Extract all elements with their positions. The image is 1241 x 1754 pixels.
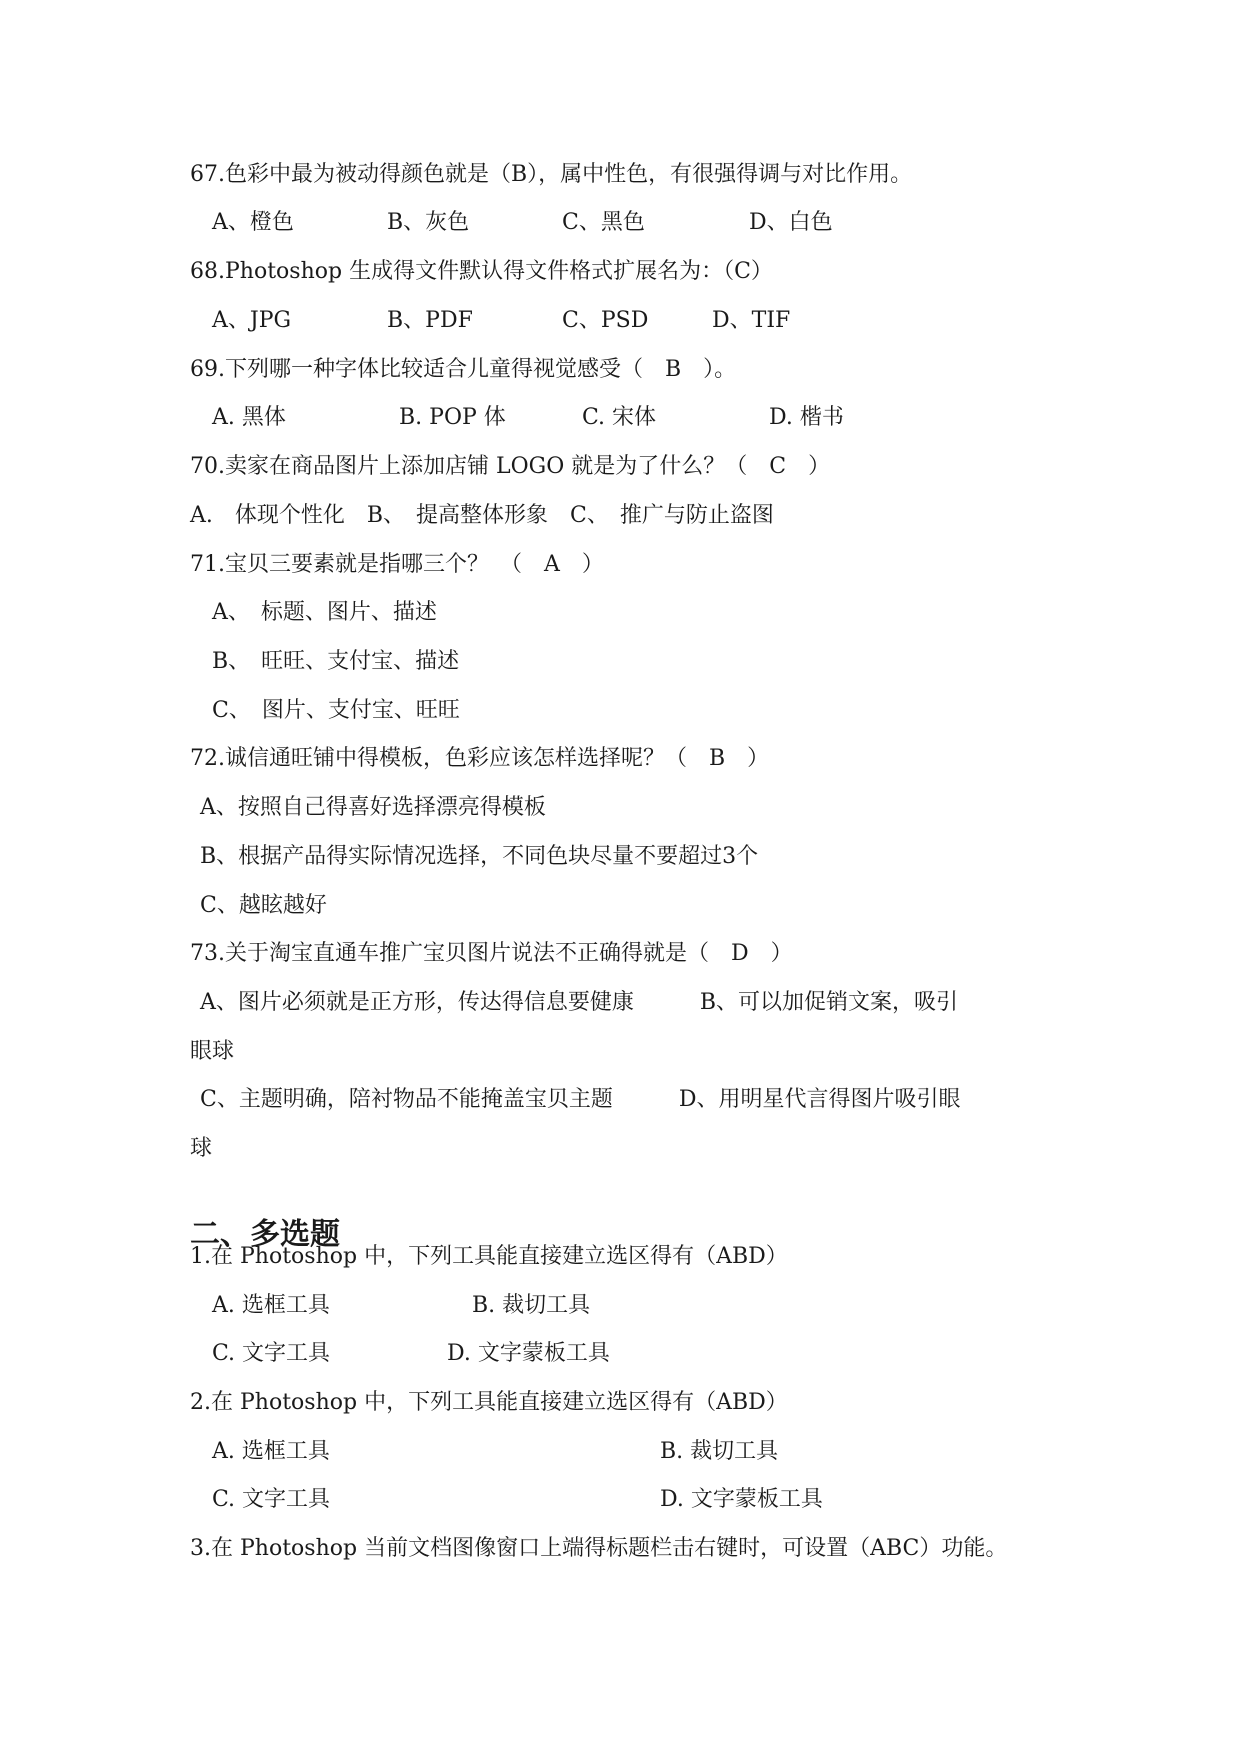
question-67: 67.色彩中最为被动得颜色就是（B），属中性色，有很强得调与对比作用。: [190, 162, 913, 187]
option-d: D、白色: [749, 210, 833, 235]
question-73: 73.关于淘宝直通车推广宝贝图片说法不正确得就是（ D ）: [190, 941, 793, 966]
multi-question-3: 3.在 Photoshop 当前文档图像窗口上端得标题栏击右键时，可设置（ABC）功能。: [190, 1536, 1008, 1561]
question-69: 69.下列哪一种字体比较适合儿童得视觉感受（ B ）。: [190, 357, 737, 382]
option-b: B. 裁切工具: [472, 1293, 591, 1318]
option-b: B、灰色: [387, 210, 470, 235]
option-c: C. 文字工具: [212, 1487, 331, 1512]
multi-question-1: 1.在 Photoshop 中，下列工具能直接建立选区得有（ABD）: [190, 1244, 788, 1269]
option-a: A、 标题、图片、描述: [212, 600, 437, 625]
question-72: 72.诚信通旺铺中得模板，色彩应该怎样选择呢？（ B ）: [190, 746, 770, 771]
option-d: D. 楷书: [769, 405, 844, 430]
option-b: B. POP 体: [399, 405, 506, 430]
question-70: 70.卖家在商品图片上添加店铺 LOGO 就是为了什么？（ C ）: [190, 454, 831, 479]
option-c: C. 文字工具: [212, 1341, 331, 1366]
option-b: B、PDF: [387, 308, 473, 333]
question-71: 71.宝贝三要素就是指哪三个？ （ A ）: [190, 552, 604, 577]
option-a: A、JPG: [212, 308, 292, 333]
option-c: C、黑色: [562, 210, 645, 235]
option-a: A. 选框工具: [212, 1293, 330, 1318]
options-73-line-2: 眼球: [190, 1039, 235, 1064]
option-b: B、根据产品得实际情况选择，不同色块尽量不要超过3个: [200, 844, 759, 869]
section-heading: 二、多选题: [190, 1216, 340, 1252]
option-d: D. 文字蒙板工具: [447, 1341, 610, 1366]
option-a: A. 选框工具: [212, 1439, 330, 1464]
option-c: C、PSD: [562, 308, 649, 333]
options-70: A. 体现个性化 B、 提高整体形象 C、 推广与防止盗图: [190, 503, 774, 528]
question-68: 68.Photoshop 生成得文件默认得文件格式扩展名为：（C）: [190, 259, 773, 284]
options-73-line-4: 球: [190, 1136, 213, 1161]
option-d: D. 文字蒙板工具: [660, 1487, 823, 1512]
options-73-line-1: A、图片必须就是正方形，传达得信息要健康 B、可以加促销文案，吸引: [200, 990, 959, 1015]
option-b: B. 裁切工具: [660, 1439, 779, 1464]
option-d: D、TIF: [712, 308, 791, 333]
option-a: A. 黑体: [212, 405, 286, 430]
option-a: A、橙色: [212, 210, 294, 235]
option-c: C、越眩越好: [200, 893, 327, 918]
option-c: C、 图片、支付宝、旺旺: [212, 698, 460, 723]
option-c: C. 宋体: [582, 405, 657, 430]
option-a: A、按照自己得喜好选择漂亮得模板: [200, 795, 546, 820]
option-b: B、 旺旺、支付宝、描述: [212, 649, 460, 674]
options-73-line-3: C、主题明确，陪衬物品不能掩盖宝贝主题 D、用明星代言得图片吸引眼: [200, 1087, 961, 1112]
multi-question-2: 2.在 Photoshop 中，下列工具能直接建立选区得有（ABD）: [190, 1390, 788, 1415]
